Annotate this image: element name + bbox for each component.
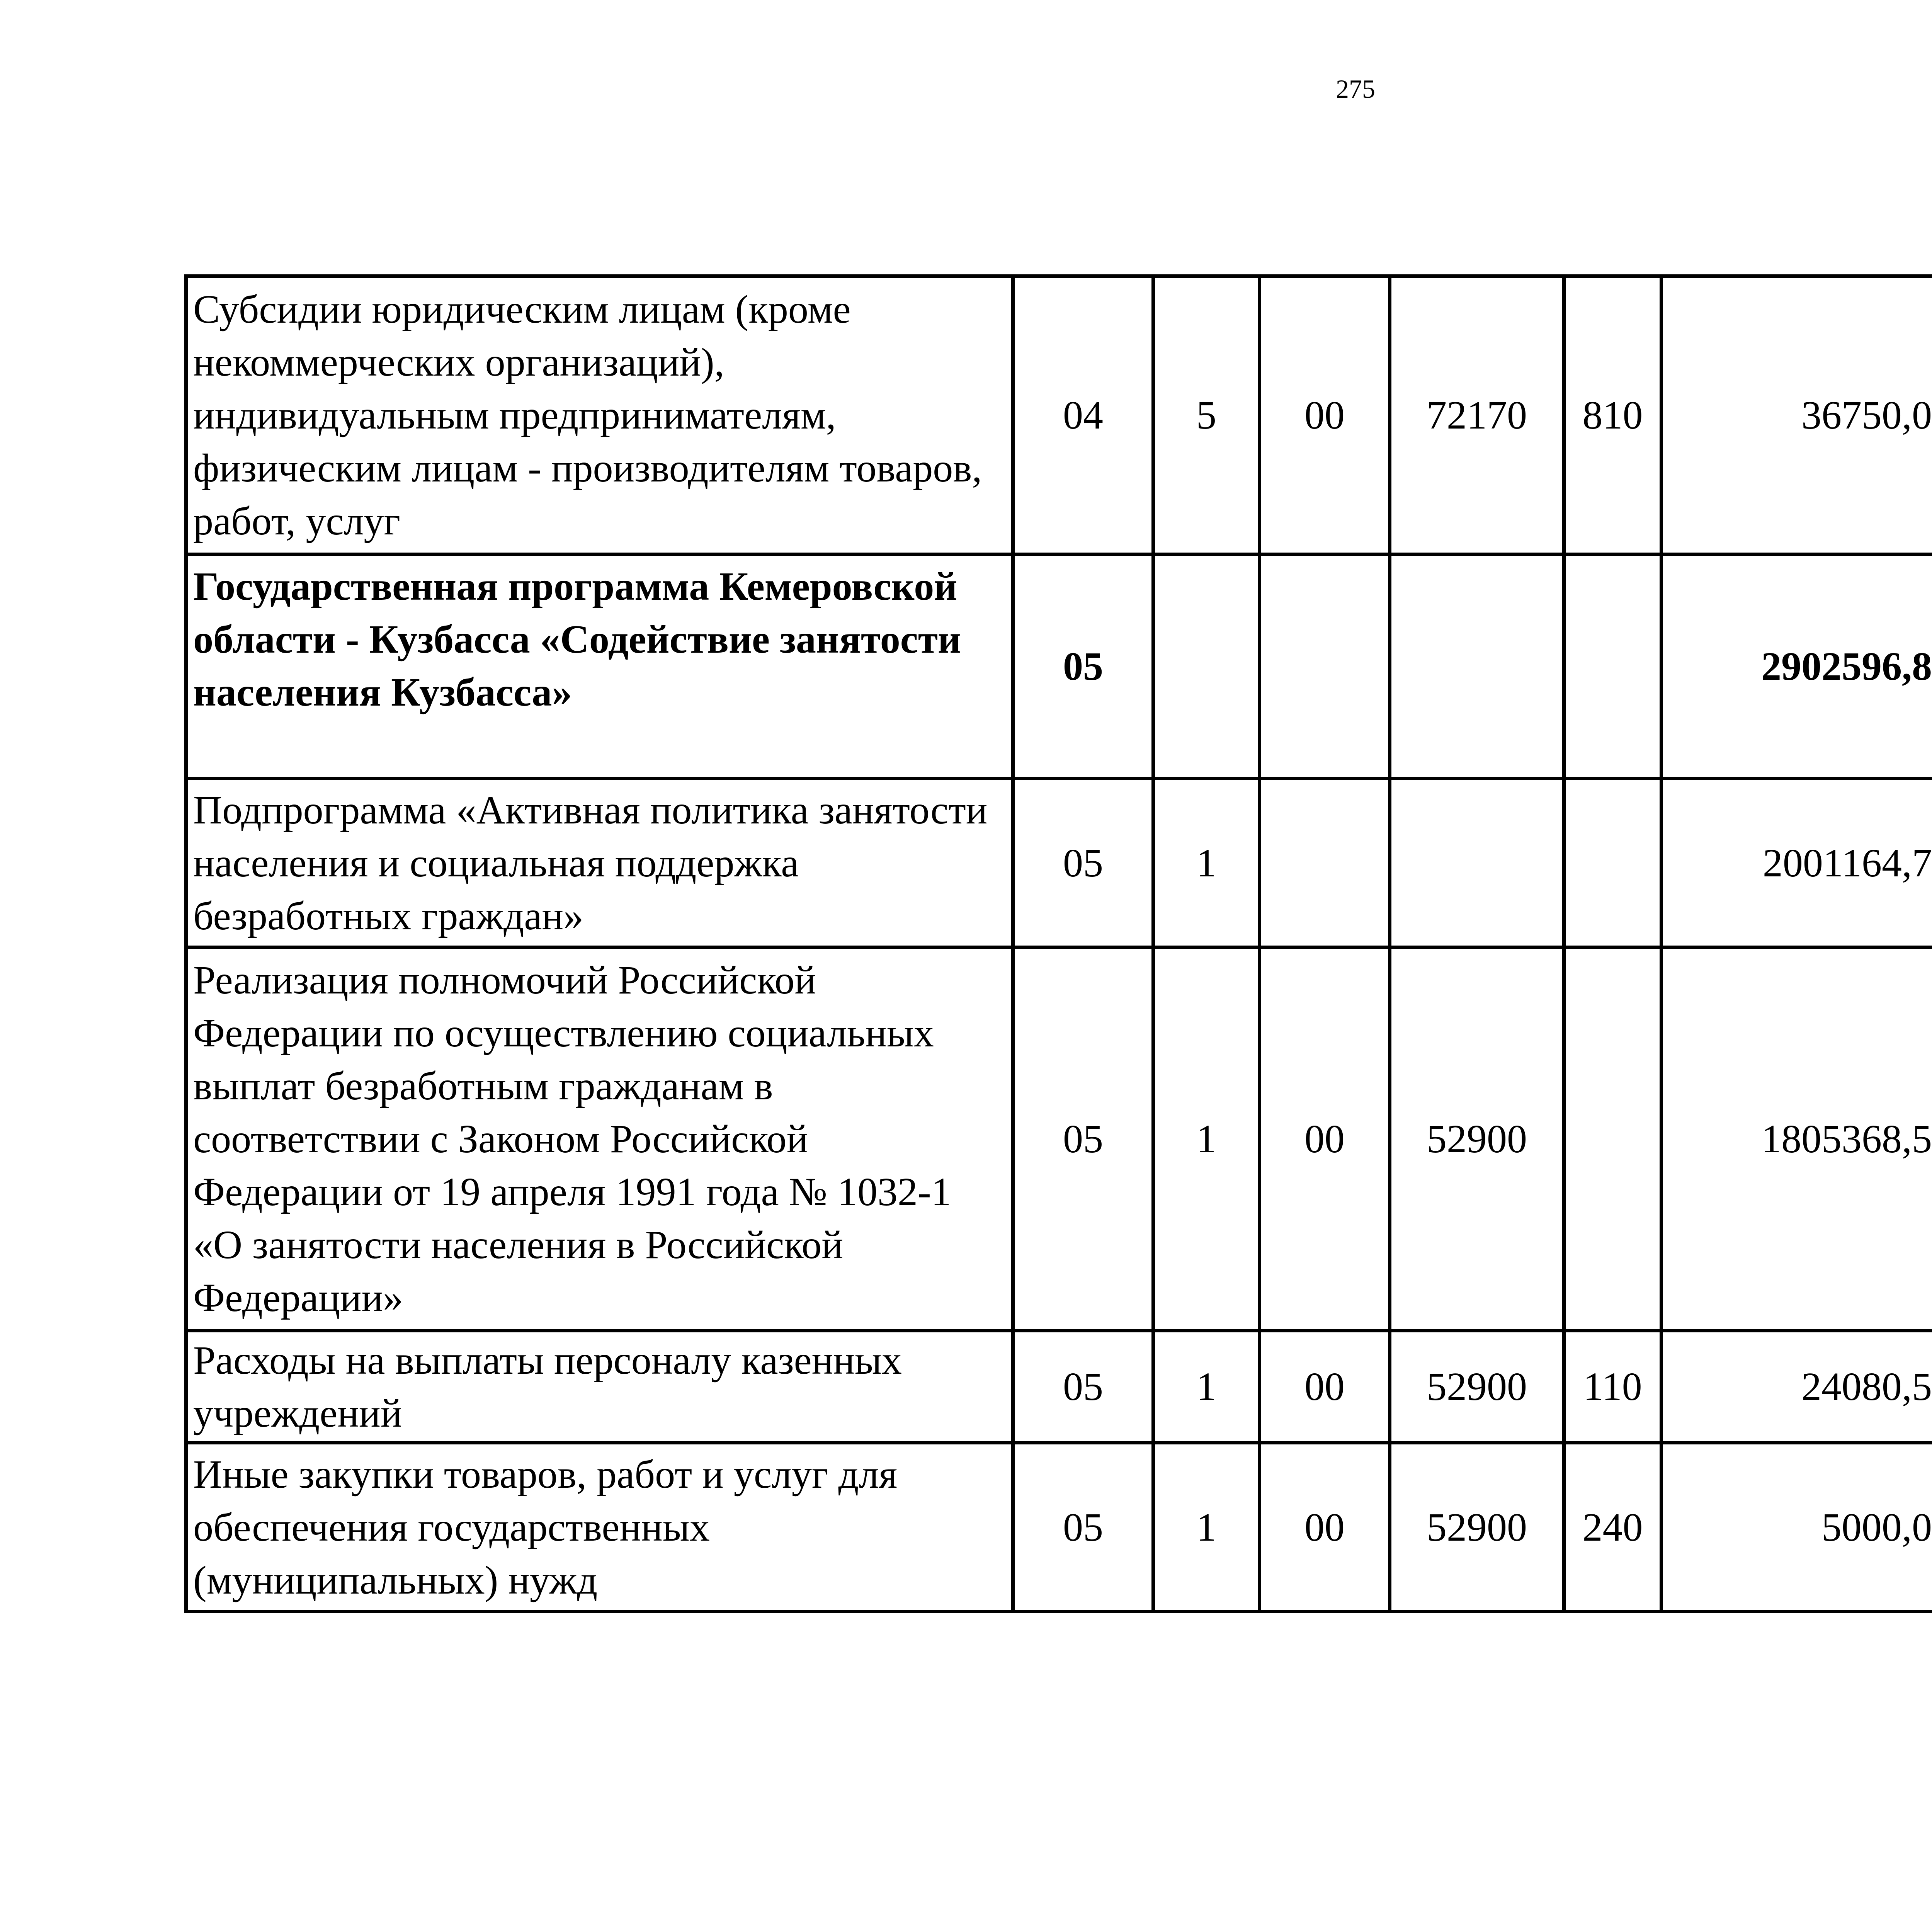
row-name: Иные закупки товаров, работ и услуг для обеспечения государственных (муниципальных) нужд — [186, 1443, 1013, 1612]
direction-code: 52900 — [1390, 1443, 1564, 1612]
program-code: 04 — [1013, 276, 1153, 555]
table-row — [186, 779, 1932, 947]
expense-type-code — [1564, 779, 1662, 947]
program-code: 05 — [1013, 555, 1153, 779]
subprogram-code — [1153, 555, 1260, 779]
main-event-code: 00 — [1260, 276, 1390, 555]
direction-code: 52900 — [1390, 947, 1564, 1331]
program-code: 05 — [1013, 1443, 1153, 1612]
amount-year-1: 5000,0 — [1662, 1443, 1932, 1612]
main-event-code: 00 — [1260, 947, 1390, 1331]
program-code: 05 — [1013, 1331, 1153, 1443]
main-event-code: 00 — [1260, 1331, 1390, 1443]
expense-type-code — [1564, 947, 1662, 1331]
amount-year-1: 2001164,7 — [1662, 779, 1932, 947]
direction-code: 52900 — [1390, 1331, 1564, 1443]
main-event-code — [1260, 555, 1390, 779]
budget-table — [184, 274, 1932, 1613]
expense-type-code: 240 — [1564, 1443, 1662, 1612]
table-row — [186, 555, 1932, 779]
expense-type-code — [1564, 555, 1662, 779]
amount-year-1: 24080,5 — [1662, 1331, 1932, 1443]
subprogram-code: 1 — [1153, 1443, 1260, 1612]
table-row — [186, 1443, 1932, 1612]
direction-code — [1390, 779, 1564, 947]
main-event-code — [1260, 779, 1390, 947]
program-code: 05 — [1013, 947, 1153, 1331]
row-name: Расходы на выплаты персоналу казенных учреждений — [186, 1331, 1013, 1443]
table-row — [186, 276, 1932, 555]
row-name: Подпрограмма «Активная политика занятости населения и социальная поддержка безработных граждан» — [186, 779, 1013, 947]
amount-year-1: 2902596,8 — [1662, 555, 1932, 779]
page-number: 275 — [1336, 74, 1375, 104]
direction-code — [1390, 555, 1564, 779]
amount-year-1: 1805368,5 — [1662, 947, 1932, 1331]
row-name: Реализация полномочий Российской Федерации по осуществлению социальных выплат безработным гражданам в соответствии с Законом Российской Федерации от 19 апреля 1991 года № 1032-1 «О занятости населения в Российской Федерации» — [186, 947, 1013, 1331]
expense-type-code: 810 — [1564, 276, 1662, 555]
subprogram-code: 1 — [1153, 1331, 1260, 1443]
table-row — [186, 947, 1932, 1331]
direction-code: 72170 — [1390, 276, 1564, 555]
table-row — [186, 1331, 1932, 1443]
subprogram-code: 1 — [1153, 779, 1260, 947]
subprogram-code: 1 — [1153, 947, 1260, 1331]
row-name: Субсидии юридическим лицам (кроме некоммерческих организаций), индивидуальным предпринимателям, физическим лицам - производителям товаров, работ, услуг — [186, 276, 1013, 555]
subprogram-code: 5 — [1153, 276, 1260, 555]
amount-year-1: 36750,0 — [1662, 276, 1932, 555]
program-code: 05 — [1013, 779, 1153, 947]
expense-type-code: 110 — [1564, 1331, 1662, 1443]
row-name: Государственная программа Кемеровской области - Кузбасса «Содействие занятости населения Кузбасса» — [186, 555, 1013, 779]
main-event-code: 00 — [1260, 1443, 1390, 1612]
